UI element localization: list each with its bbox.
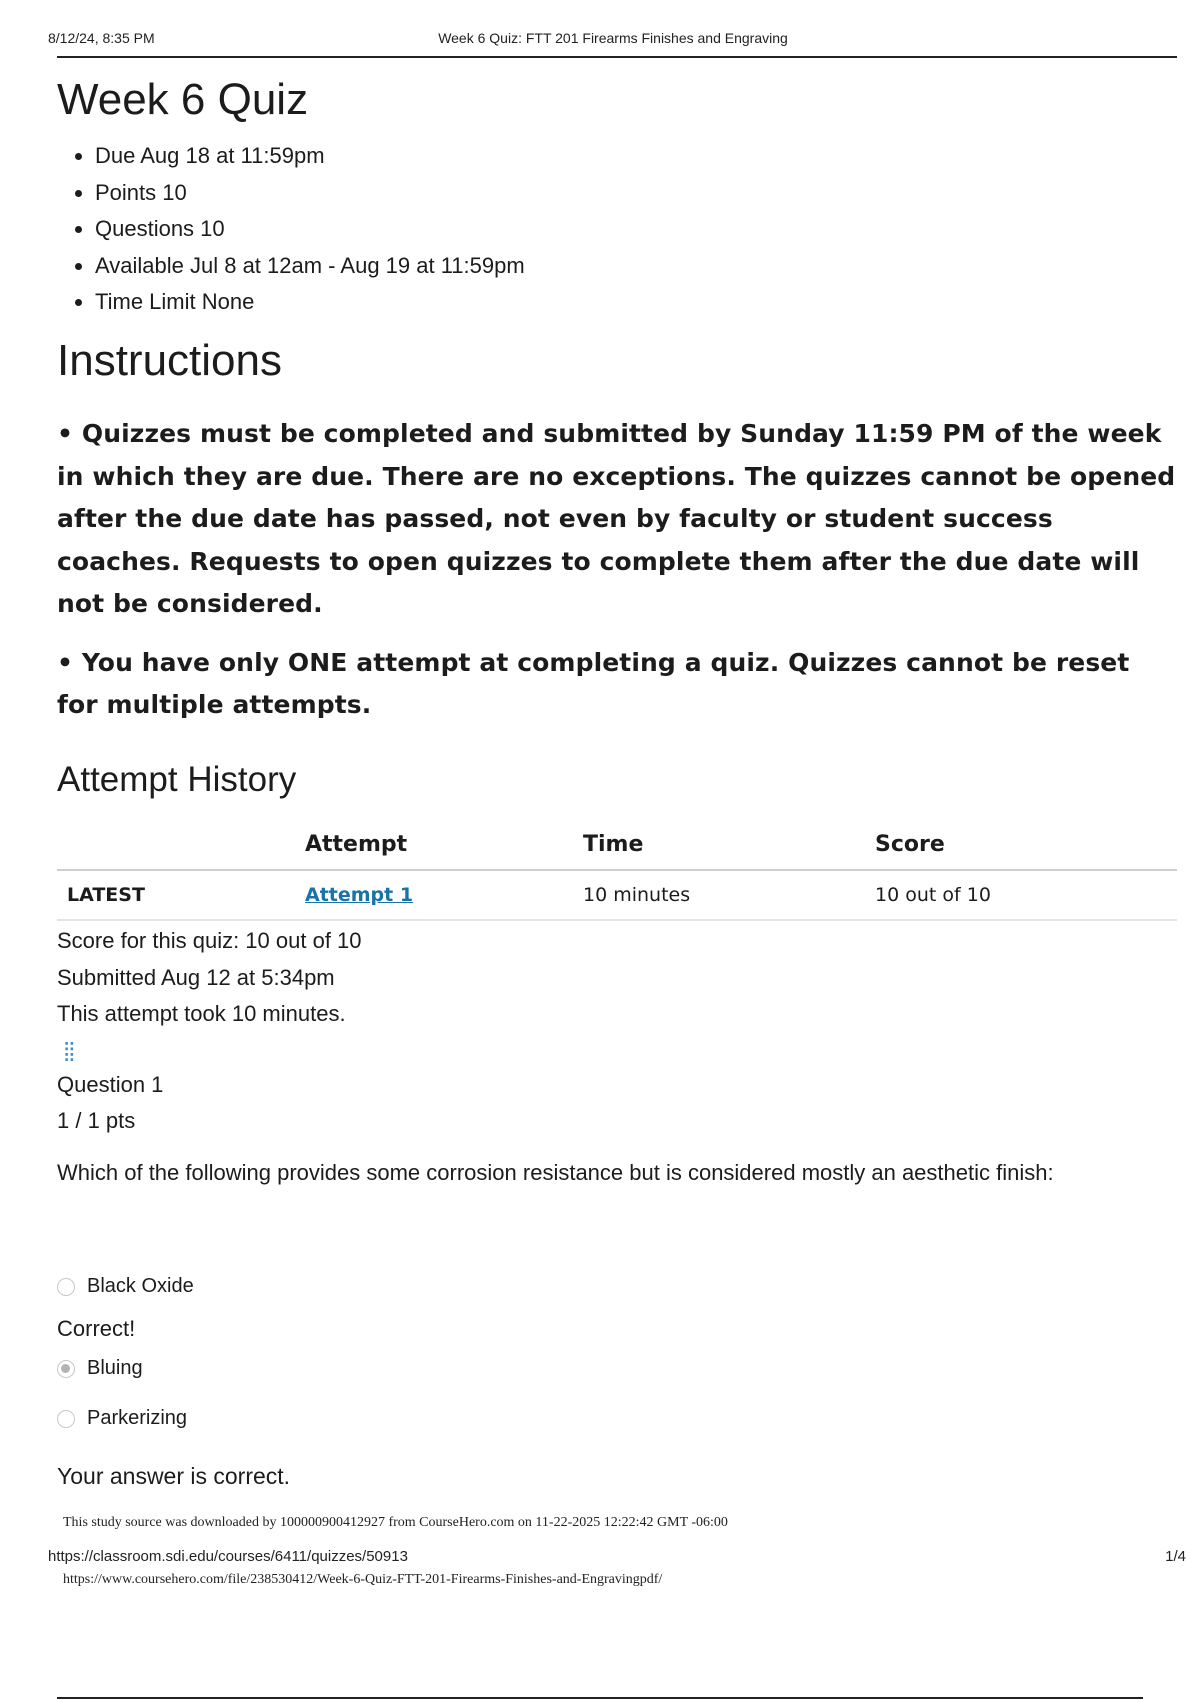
print-title: Week 6 Quiz: FTT 201 Firearms Finishes and Engraving (438, 30, 788, 46)
question-title: Question 1 (57, 1071, 164, 1097)
instruction-attempts: • You have only ONE attempt at completing a quiz. Quizzes cannot be reset for multiple attempts. (57, 647, 1130, 720)
attempt-duration: This attempt took 10 minutes. (57, 1001, 346, 1027)
source-url[interactable]: https://www.coursehero.com/file/238530412/Week-6-Quiz-FTT-201-Firearms-Finishes-and-Engravingpdf/ (63, 1572, 663, 1587)
answer-label: Black Oxide (87, 1275, 194, 1298)
column-header-attempt: Attempt (305, 819, 583, 870)
meta-time-limit: • Time Limit None (95, 284, 1177, 321)
instruction-deadline: • Quizzes must be completed and submitted by Sunday 11:59 PM of the week in which they are due. There are no exceptions. The quizzes cannot be opened after the due date has passed, not even by faculty or student success coaches. Requests to open quizzes to complete them after the due date will not be considered. (57, 419, 1176, 619)
radio-button-icon[interactable] (57, 1410, 75, 1428)
attempt-1-link[interactable]: Attempt 1 (305, 884, 414, 907)
page-title: Week 6 Quiz (57, 75, 309, 124)
meta-due: • Due Aug 18 at 11:59pm (95, 138, 1177, 175)
quiz-meta-list (57, 138, 1177, 321)
radio-button-icon[interactable] (57, 1278, 75, 1296)
print-date: 8/12/24, 8:35 PM (48, 30, 155, 46)
column-header-score: Score (875, 819, 1177, 870)
download-watermark: This study source was downloaded by 100000900412927 from CourseHero.com on 11-22-2025 12:22:42 GMT -06:00 (63, 1515, 728, 1530)
footer-url[interactable]: https://classroom.sdi.edu/courses/6411/quizzes/50913 (48, 1548, 408, 1565)
submitted-date: Submitted Aug 12 at 5:34pm (57, 964, 335, 990)
attempt-cell (305, 870, 583, 920)
quiz-content (57, 64, 1177, 1490)
attempt-history-heading: Attempt History (57, 759, 297, 799)
table-header-row (57, 819, 1177, 870)
meta-questions: • Questions 10 (95, 211, 1177, 248)
column-header-label (57, 819, 305, 870)
instructions-heading: Instructions (57, 335, 282, 385)
meta-points: • Points 10 (95, 175, 1177, 212)
meta-available: • Available Jul 8 at 12am - Aug 19 at 11:59pm (95, 248, 1177, 285)
question-points: 1 / 1 pts (57, 1108, 136, 1134)
question-text: Which of the following provides some corrosion resistance but is considered mostly an aesthetic finish: (57, 1159, 1054, 1185)
drag-handle-icon[interactable]: ⁞⁞ (63, 1036, 74, 1067)
attempt-history-table (57, 819, 1177, 921)
table-row (57, 870, 1177, 920)
quiz-score: Score for this quiz: 10 out of 10 (57, 928, 362, 954)
answer-option-bluing[interactable] (57, 1352, 1177, 1386)
answer-label: Parkerizing (87, 1407, 188, 1430)
latest-badge: LATEST (57, 870, 305, 920)
correct-indicator: Correct! (57, 1315, 136, 1341)
column-header-time: Time (583, 819, 875, 870)
header-divider (57, 56, 1177, 58)
footer-divider (57, 1697, 1143, 1699)
score-cell: 10 out of 10 (875, 870, 1177, 920)
answer-label: Bluing (87, 1357, 143, 1380)
radio-button-selected-icon[interactable] (57, 1360, 75, 1378)
answer-option-black-oxide[interactable] (57, 1270, 1177, 1304)
answer-feedback: Your answer is correct. (57, 1462, 291, 1489)
time-cell: 10 minutes (583, 870, 875, 920)
page-number: 1/4 (1165, 1548, 1186, 1565)
answer-option-parkerizing[interactable] (57, 1402, 1177, 1436)
attempt-summary (57, 923, 1177, 1033)
